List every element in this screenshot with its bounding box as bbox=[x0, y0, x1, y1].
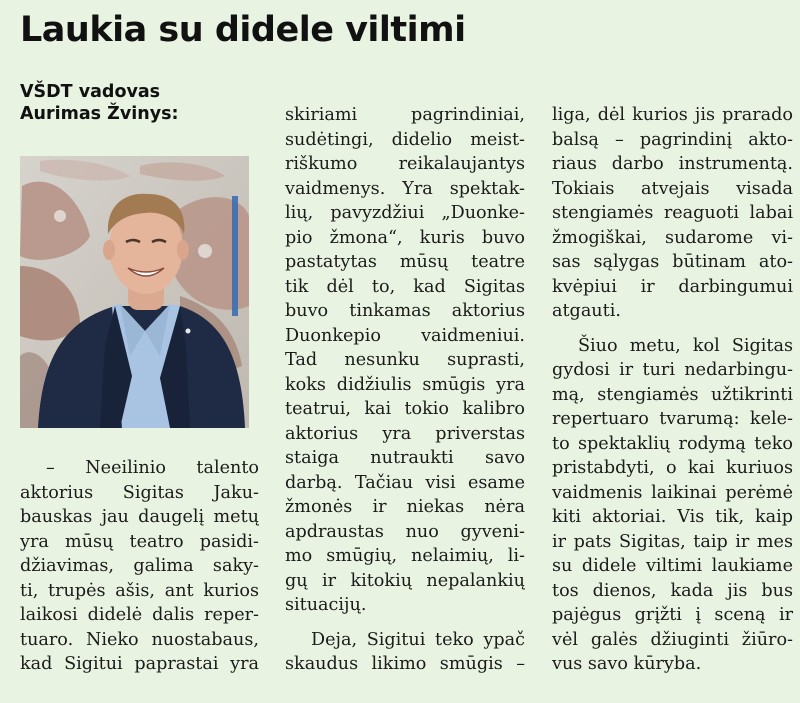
portrait-illustration bbox=[20, 156, 249, 428]
text-line: pio žmona“, kuris buvo bbox=[285, 227, 525, 248]
text-line: repertuaro tvarumą: kele- bbox=[552, 409, 793, 429]
article-column-3 bbox=[552, 103, 793, 677]
text-line: liga, dėl kurios jis prarado bbox=[552, 105, 793, 125]
text-line: bauskas jau daugelį metų bbox=[20, 507, 259, 527]
text-line: riškumo reikalaujantys bbox=[285, 154, 525, 174]
article-title: Laukia su didele viltimi bbox=[20, 10, 466, 50]
text-line: tik dėl to, kad Sigitas bbox=[285, 276, 525, 297]
text-line: Tokiais atvejais visada bbox=[552, 178, 793, 199]
text-line: darbą. Tačiau visi esame bbox=[285, 472, 525, 493]
portrait-photo bbox=[20, 156, 249, 428]
text-line: teatrui, kai tokio kalibro bbox=[285, 399, 525, 419]
text-line: gų ir kitokių nepalankių bbox=[285, 570, 525, 591]
text-line: atgauti. bbox=[552, 301, 621, 321]
text-line: vėl galės džiuginti žiūro- bbox=[552, 629, 793, 650]
text-line: pristabdyti, o kai kuriuos bbox=[552, 458, 793, 478]
text-line: staiga nutraukti savo bbox=[285, 448, 525, 468]
text-line: riaus darbo instrumentą. bbox=[552, 154, 793, 174]
paragraph bbox=[285, 103, 525, 618]
text-line: laikosi didelė dalis reper- bbox=[20, 605, 259, 625]
text-line: yra mūsų teatro pasidi- bbox=[20, 531, 259, 552]
text-line: Deja, Sigitui teko ypač bbox=[311, 629, 525, 650]
text-line: žmogiškai, sudarome vi- bbox=[552, 227, 793, 248]
text-line: kiti aktoriai. Vis tik, kaip bbox=[552, 507, 793, 527]
text-line: skiriami pagrindiniai, bbox=[285, 105, 525, 125]
text-line: to spektaklių rodymą teko bbox=[552, 433, 793, 454]
text-line: tos dienos, kada jis bus bbox=[552, 580, 793, 601]
text-line: tuaro. Nieko nuostabaus, bbox=[20, 629, 259, 650]
text-line: stengiamės reaguoti labai bbox=[552, 203, 793, 223]
text-line: skaudus likimo smūgis – bbox=[285, 654, 525, 674]
text-line: koks didžiulis smūgis yra bbox=[285, 374, 525, 395]
text-line: kvėpiui ir darbingumui bbox=[552, 276, 793, 297]
text-line: balsą – pagrindinį akto- bbox=[552, 129, 793, 150]
text-line: pastatytas mūsų teatre bbox=[285, 252, 525, 272]
text-line: ir pats Sigitas, taip ir mes bbox=[552, 531, 793, 552]
byline bbox=[20, 81, 179, 125]
text-line: Duonkepio vaidmeniui. bbox=[285, 325, 525, 346]
text-line: mą, stengiamės užtikrinti bbox=[552, 384, 793, 405]
text-line: sudėtingi, didelio meist- bbox=[285, 129, 525, 150]
text-line: situacijų. bbox=[285, 595, 367, 615]
text-line: pajėgus grįžti į sceną ir bbox=[552, 605, 793, 625]
text-line: žmonės ir niekas nėra bbox=[285, 497, 525, 517]
paragraph bbox=[285, 628, 525, 677]
text-line: kad Sigitui paprastai yra bbox=[20, 654, 259, 674]
text-line: Šiuo metu, kol Sigitas bbox=[578, 335, 793, 356]
text-line: mo smūgių, nelaimių, li- bbox=[285, 546, 525, 566]
text-line: džiavimas, galima saky- bbox=[20, 556, 259, 576]
text-line: vaidmenis laikinai perėmė bbox=[552, 482, 793, 503]
text-line: sas sąlygas būtinam ato- bbox=[552, 252, 793, 272]
text-line: buvo tinkamas aktorius bbox=[285, 301, 525, 321]
text-line: su didele viltimi laukiame bbox=[552, 556, 793, 576]
text-line: gydosi ir turi nedarbingu- bbox=[552, 360, 793, 380]
article-column-1 bbox=[20, 456, 259, 677]
article-column-2 bbox=[285, 103, 525, 677]
paragraph bbox=[552, 103, 793, 324]
byline-line-1: VŠDT vadovas bbox=[20, 82, 161, 102]
paragraph bbox=[20, 456, 259, 677]
text-line: apdraustas nuo gyveni- bbox=[285, 521, 525, 542]
text-line: ti, trupės ašis, ant kurios bbox=[20, 580, 259, 601]
text-line: vaidmenys. Yra spektak- bbox=[285, 178, 525, 199]
text-line: Tad nesunku suprasti, bbox=[285, 350, 525, 370]
paragraph bbox=[552, 334, 793, 677]
byline-line-2: Aurimas Žvinys: bbox=[20, 104, 179, 124]
text-line: lių, pavyzdžiui „Duonke- bbox=[285, 203, 525, 223]
text-line: aktorius Sigitas Jaku- bbox=[20, 482, 259, 503]
text-line: aktorius yra priverstas bbox=[285, 423, 525, 444]
text-line: – Neeilinio talento bbox=[46, 458, 259, 478]
text-line: vus savo kūryba. bbox=[552, 654, 702, 674]
